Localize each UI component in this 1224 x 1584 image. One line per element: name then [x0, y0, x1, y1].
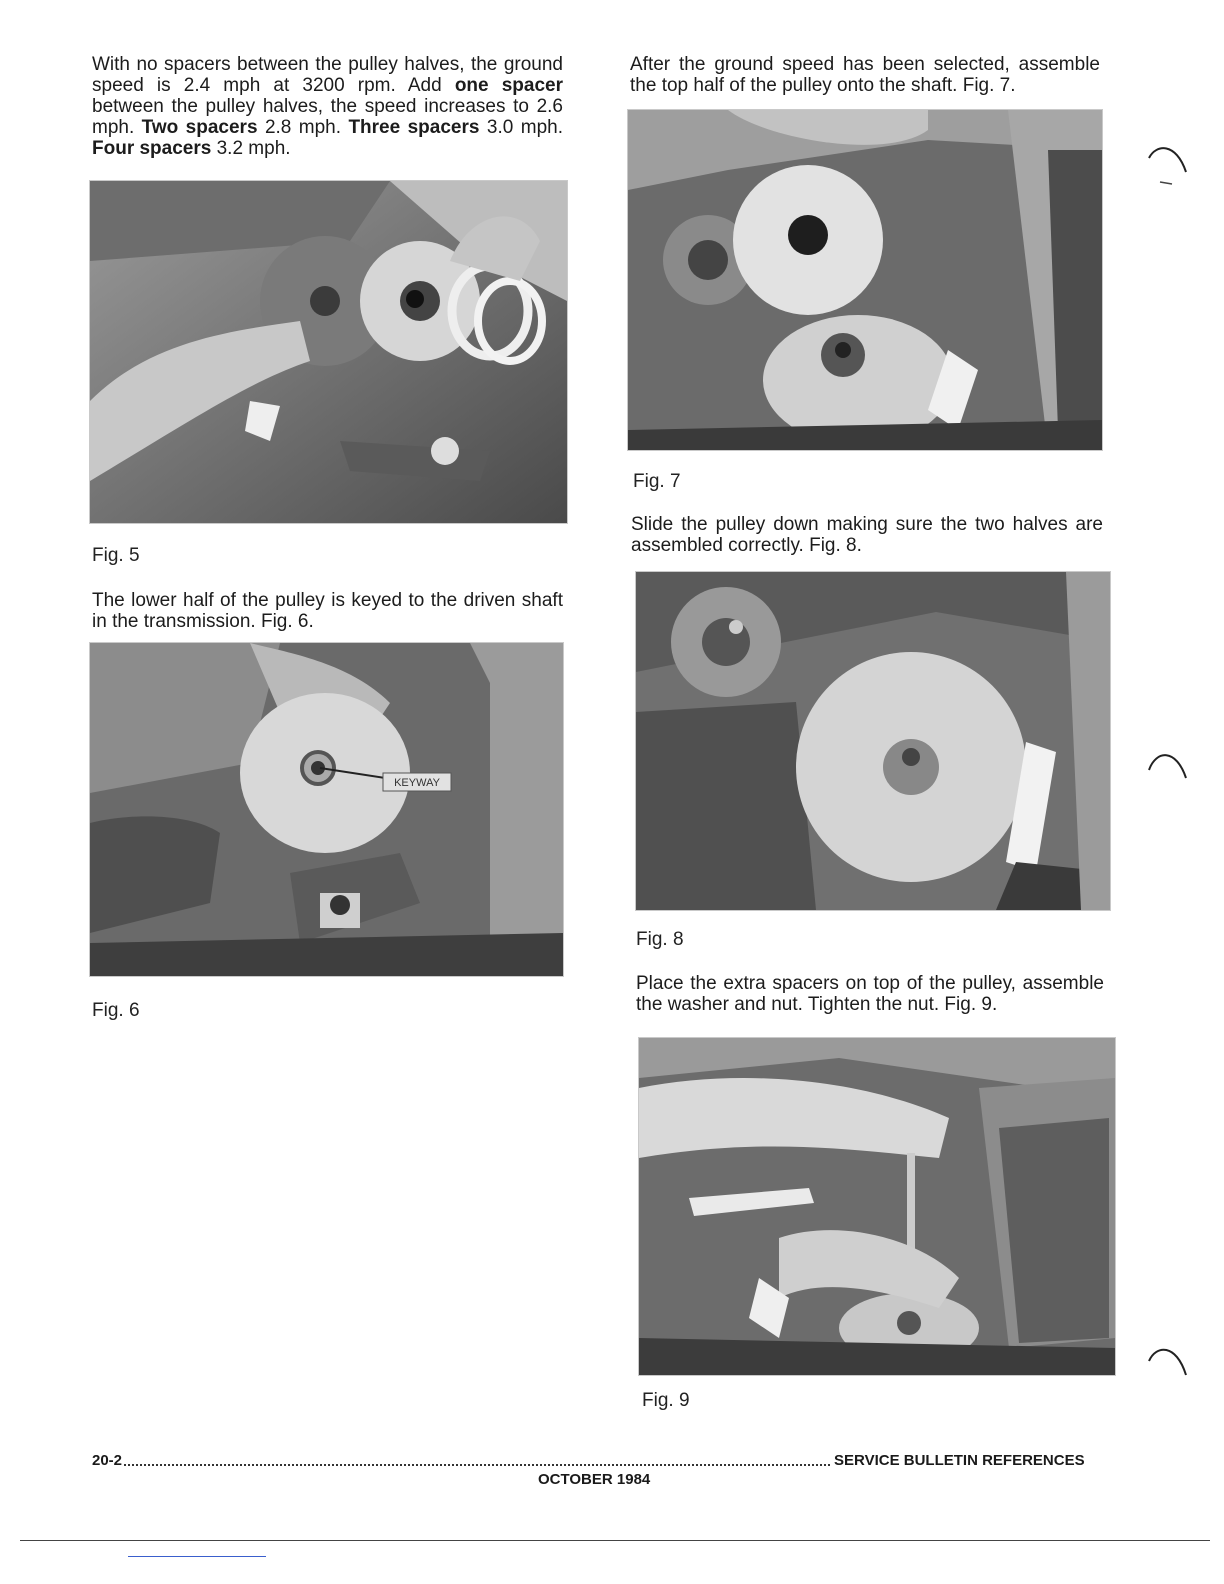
intro-paragraph [92, 54, 563, 159]
fig5-caption: Fig. 5 [92, 545, 140, 566]
fig8-photo [635, 571, 1111, 911]
binder-hole-mark-1 [1146, 142, 1192, 192]
intro-text-5: 3.2 mph. [211, 138, 291, 159]
fig7-caption: Fig. 7 [633, 471, 681, 492]
fig9-paragraph: Place the extra spacers on top of the pulley, assemble the washer and nut. Tighten the nut. Fig. 9. [636, 973, 1104, 1015]
fig7-photo [627, 109, 1103, 451]
bottom-scan-rule [20, 1540, 1210, 1541]
footer-section-title: SERVICE BULLETIN REFERENCES [834, 1452, 1085, 1469]
fig8-paragraph: Slide the pulley down making sure the two halves are assembled correctly. Fig. 8. [631, 514, 1103, 556]
fig8-caption: Fig. 8 [636, 929, 684, 950]
fig7-paragraph: After the ground speed has been selected, assemble the top half of the pulley onto the shaft. Fig. 7. [630, 54, 1100, 96]
intro-text-2: between the pulley halves, the speed increases to 2.6 mph. [92, 96, 563, 138]
keyway-label: KEYWAY [394, 777, 440, 789]
fig6-photo [89, 642, 564, 977]
intro-bold-3: Three spacers [348, 117, 480, 138]
intro-bold-4: Four spacers [92, 138, 212, 159]
binder-hole-mark-3 [1146, 1343, 1192, 1383]
footer-leader-dots [124, 1464, 830, 1466]
intro-text-4: 3.0 mph. [479, 117, 563, 138]
intro-bold-1: one spacer [454, 75, 563, 96]
fig5-photo [89, 180, 568, 524]
intro-text-1: With no spacers between the pulley halves, the ground speed is 2.4 mph at 3200 rpm. Add [92, 54, 563, 96]
intro-bold-2: Two spacers [141, 117, 258, 138]
bottom-blue-rule [128, 1556, 266, 1557]
fig6-paragraph: The lower half of the pulley is keyed to the driven shaft in the transmission. Fig. 6. [92, 590, 563, 632]
page-number: 20-2 [92, 1452, 123, 1469]
footer-date: OCTOBER 1984 [538, 1471, 651, 1488]
fig9-caption: Fig. 9 [642, 1390, 690, 1411]
fig9-photo [638, 1037, 1116, 1376]
intro-text-3: 2.8 mph. [257, 117, 349, 138]
binder-hole-mark-2 [1146, 748, 1192, 788]
fig6-caption: Fig. 6 [92, 1000, 140, 1021]
